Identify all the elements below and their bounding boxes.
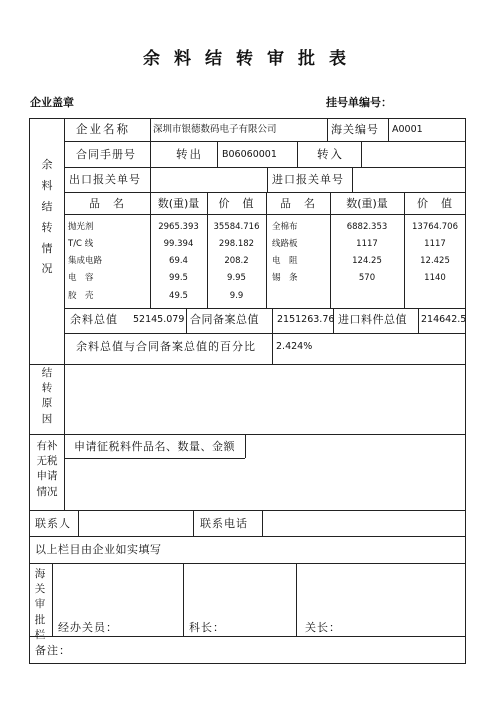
divider xyxy=(388,118,389,141)
item-qty: 99.394 xyxy=(163,239,194,249)
item-name: 胶 壳 xyxy=(68,291,94,301)
item-value: 1140 xyxy=(424,273,446,283)
contract-total-value: 2151263.76 xyxy=(277,314,335,325)
enterprise-seal-label: 企业盖章 xyxy=(30,96,74,109)
item-name: 全棉布 xyxy=(272,222,298,232)
divider xyxy=(404,192,405,308)
fill-note: 以上栏目由企业如实填写 xyxy=(35,543,162,556)
percent-label: 余料总值与合同备案总值的百分比 xyxy=(76,340,256,353)
item-qty: 6882.353 xyxy=(346,222,388,232)
contact-phone-field[interactable] xyxy=(264,512,464,534)
section-chief-label: 科长： xyxy=(189,621,225,634)
transfer-out-label: 转出 xyxy=(176,147,203,161)
item-qty: 69.4 xyxy=(169,256,188,266)
divider xyxy=(29,563,466,564)
col-header-name-right: 品 名 xyxy=(280,197,316,210)
divider xyxy=(29,510,466,511)
divider xyxy=(64,192,466,193)
col-header-value-left: 价 值 xyxy=(218,197,255,210)
divider xyxy=(29,434,466,435)
contact-person-field[interactable] xyxy=(80,512,191,534)
item-value: 1117 xyxy=(424,239,446,249)
divider xyxy=(297,141,298,167)
divider xyxy=(207,192,208,308)
balance-total-label: 余料总值 xyxy=(70,313,118,326)
item-name: 集成电路 xyxy=(68,256,103,266)
customs-number-value: A0001 xyxy=(392,124,423,135)
item-name: 锡 条 xyxy=(272,273,298,283)
form-title: 余料结转审批表 xyxy=(143,49,360,69)
contact-phone-label: 联系电话 xyxy=(200,517,248,530)
item-value: 35584.716 xyxy=(213,222,260,232)
company-name-label: 企业名称 xyxy=(76,122,130,136)
tax-items-label: 申请征税料件品名、数量、金额 xyxy=(74,440,235,453)
divider xyxy=(64,141,466,142)
transfer-out-value: B06060001 xyxy=(222,149,277,160)
transfer-reason-field[interactable] xyxy=(66,366,464,432)
item-name: 电 容 xyxy=(68,273,94,283)
contract-handbook-label: 合同手册号 xyxy=(76,148,136,161)
divider xyxy=(361,141,362,167)
col-header-value-right: 价 值 xyxy=(417,197,453,210)
section-label-transfer-reason: 结转原因 xyxy=(41,367,53,425)
item-value: 12.425 xyxy=(420,256,450,266)
divider xyxy=(183,563,184,636)
transfer-in-label: 转入 xyxy=(317,147,344,161)
divider xyxy=(418,308,419,333)
item-qty: 2965.393 xyxy=(158,222,199,232)
divider xyxy=(78,510,79,536)
contract-total-label: 合同备案总值 xyxy=(190,313,259,326)
item-qty: 99.5 xyxy=(169,273,188,283)
divider xyxy=(217,141,218,167)
divider xyxy=(330,192,331,308)
item-value: 13764.706 xyxy=(412,222,458,232)
divider xyxy=(327,118,328,141)
divider xyxy=(64,167,466,168)
item-value: 208.2 xyxy=(224,256,249,266)
export-declaration-label: 出口报关单号 xyxy=(69,173,141,186)
percent-value: 2.424% xyxy=(276,341,313,352)
balance-total-value: 52145.079 xyxy=(133,314,185,325)
divider xyxy=(262,510,263,536)
item-value: 9.9 xyxy=(229,291,244,301)
item-name: 线路板 xyxy=(272,239,298,249)
import-total-label: 进口料件总值 xyxy=(338,313,407,326)
serial-number-label: 挂号单编号： xyxy=(326,96,392,109)
remarks-field[interactable] xyxy=(80,639,464,661)
divider xyxy=(29,364,466,365)
item-value: 9.95 xyxy=(227,273,246,283)
divider xyxy=(186,308,187,333)
section-label-customs-approval: 海关审批栏 xyxy=(34,568,46,641)
item-qty: 570 xyxy=(358,273,376,283)
item-name: 抛光剂 xyxy=(68,222,94,232)
divider xyxy=(64,214,466,215)
divider xyxy=(64,333,466,334)
item-name: T/C 线 xyxy=(68,239,94,249)
divider xyxy=(64,364,65,510)
col-header-qty-right: 数(重)量 xyxy=(346,197,388,210)
remarks-label: 备注： xyxy=(35,644,71,657)
item-value: 298.182 xyxy=(218,239,255,249)
item-qty: 124.25 xyxy=(352,256,382,266)
director-label: 关长： xyxy=(305,621,341,634)
divider xyxy=(245,434,246,458)
item-qty: 49.5 xyxy=(169,291,188,301)
divider xyxy=(272,308,273,365)
divider xyxy=(64,458,245,459)
divider xyxy=(352,167,353,192)
tax-items-field[interactable] xyxy=(66,460,464,508)
item-name: 电 阻 xyxy=(272,256,298,266)
col-header-qty-left: 数(重)量 xyxy=(157,197,200,210)
section-label-tax-application: 有补无税申请情况 xyxy=(36,440,58,498)
divider xyxy=(52,563,53,636)
customs-number-label: 海关编号 xyxy=(331,123,379,136)
import-total-value: 214642.5 xyxy=(421,314,467,325)
company-name-value: 深圳市银德数码电子有限公司 xyxy=(153,124,277,135)
divider xyxy=(64,118,65,364)
item-qty: 1117 xyxy=(356,239,378,249)
divider xyxy=(64,308,466,309)
divider xyxy=(193,510,194,536)
divider xyxy=(29,636,466,637)
import-declaration-label: 进口报关单号 xyxy=(272,173,344,186)
divider xyxy=(29,536,466,537)
handler-label: 经办关员： xyxy=(58,621,118,634)
contact-person-label: 联系人 xyxy=(35,517,71,530)
divider xyxy=(266,192,267,308)
col-header-name-left: 品 名 xyxy=(89,197,125,210)
section-label-balance-transfer: 余料结转情况 xyxy=(41,158,53,276)
divider xyxy=(267,167,268,192)
divider xyxy=(296,563,297,636)
